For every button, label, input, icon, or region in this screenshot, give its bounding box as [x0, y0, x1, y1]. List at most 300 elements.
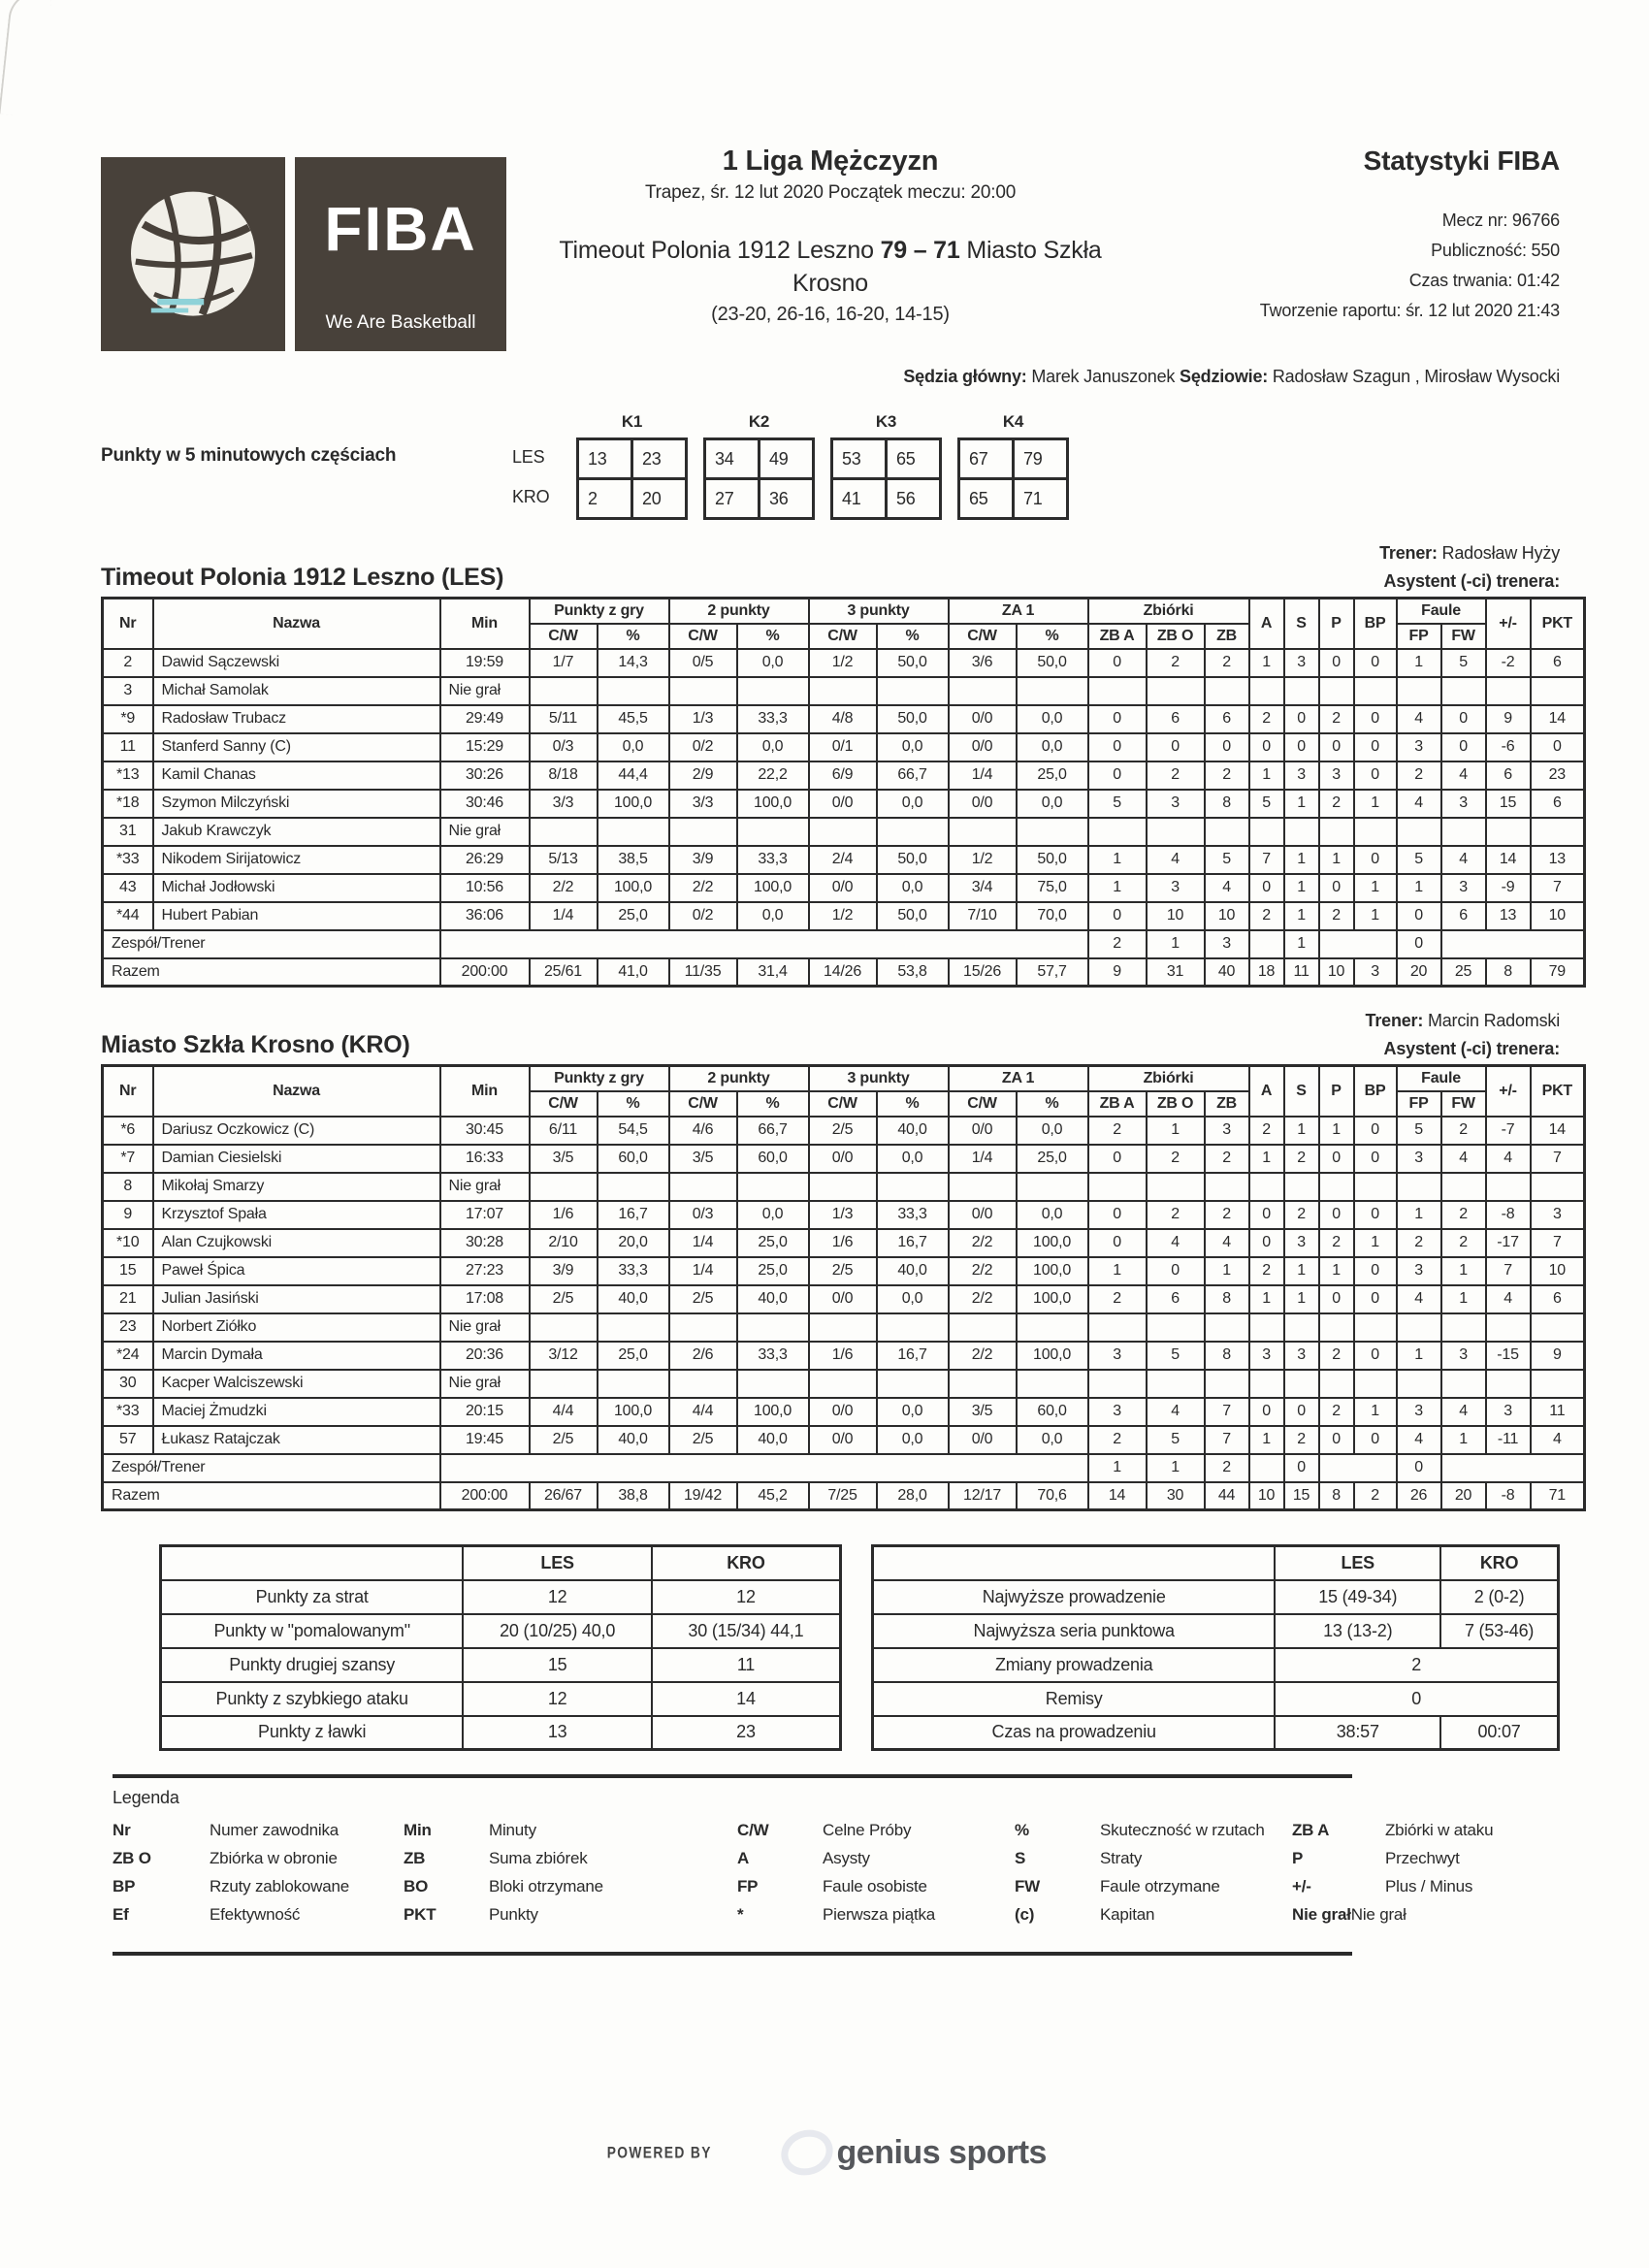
stat-cell: 8: [1205, 1285, 1249, 1313]
stat-cell: 0: [1441, 733, 1486, 761]
stat-cell: 4: [1397, 1426, 1441, 1454]
stat-cell: 45,5: [598, 705, 669, 733]
stat-cell: 25,0: [737, 1229, 809, 1257]
col-3pt-pct: %: [877, 624, 949, 649]
stat-cell: [1486, 677, 1531, 705]
total-stat-cell: 30: [1147, 1482, 1205, 1510]
quarter-score-cell: 20: [632, 479, 687, 519]
stat-cell: 5: [1441, 649, 1486, 677]
stat-cell: 0: [1284, 705, 1319, 733]
stat-cell: 2: [1319, 1229, 1354, 1257]
legend-definition: Plus / Minus: [1385, 1877, 1473, 1895]
col-pm: +/-: [1486, 599, 1531, 649]
legend-definition: Celne Próby: [823, 1821, 912, 1839]
col-pts: PKT: [1531, 599, 1585, 649]
stat-cell: [1441, 1370, 1486, 1398]
total-stat-cell: 14/26: [809, 958, 877, 987]
stat-cell: [530, 1173, 598, 1201]
col-min: Min: [440, 1066, 530, 1117]
stat-cell: 2: [1249, 1257, 1284, 1285]
stat-cell: 4: [1147, 1398, 1205, 1426]
player-number-cell: *33: [103, 846, 153, 874]
stat-cell: [598, 1313, 669, 1342]
player-row: [103, 1313, 1585, 1342]
player-row: [103, 874, 1585, 902]
stat-cell: 25,0: [598, 1342, 669, 1370]
stat-cell: [737, 1173, 809, 1201]
stat-cell: [1284, 1313, 1319, 1342]
stat-cell: 1/6: [809, 1342, 877, 1370]
stat-cell: 2: [1319, 1342, 1354, 1370]
stat-cell: -2: [1486, 649, 1531, 677]
stat-cell: 0,0: [598, 733, 669, 761]
legend-term: C/W: [737, 1821, 769, 1839]
summary-value-kro: 30 (15/34) 44,1: [652, 1614, 841, 1648]
stat-cell: [949, 677, 1017, 705]
col-ft-pct: %: [1017, 624, 1088, 649]
stat-cell: 2: [1284, 1145, 1319, 1173]
summary-kro-head: KRO: [652, 1546, 841, 1580]
summary-value: 2: [1275, 1648, 1558, 1682]
stat-cell: 7: [1205, 1426, 1249, 1454]
legend-item: [404, 1872, 737, 1900]
fiba-globe-icon: [115, 175, 271, 335]
total-stat-cell: 200:00: [440, 1482, 530, 1510]
stat-cell: 1: [1249, 1145, 1284, 1173]
legend-term: ZB A: [1292, 1821, 1330, 1839]
total-stat-cell: 41,0: [598, 958, 669, 987]
player-row: [103, 761, 1585, 790]
stat-cell: 25,0: [1017, 1145, 1088, 1173]
player-number-cell: *10: [103, 1229, 153, 1257]
stat-cell: 0: [1354, 1426, 1397, 1454]
stat-cell: 9: [1486, 705, 1531, 733]
stat-cell: [949, 818, 1017, 846]
stat-cell: 3: [1088, 1398, 1147, 1426]
minutes-cell: 20:36: [440, 1342, 530, 1370]
stat-cell: 0,0: [737, 1201, 809, 1229]
minutes-cell: 20:15: [440, 1398, 530, 1426]
stat-cell: [809, 677, 877, 705]
legend-definition: Pierwsza piątka: [823, 1905, 936, 1924]
stat-cell: 0: [1354, 761, 1397, 790]
quarter-block: [957, 412, 1069, 520]
legend-item: [1292, 1872, 1493, 1900]
player-row: [103, 790, 1585, 818]
stat-cell: 1/4: [669, 1229, 737, 1257]
stat-cell: 10: [1531, 1257, 1585, 1285]
stat-cell: 4: [1205, 874, 1249, 902]
stat-cell: [1441, 1454, 1585, 1482]
summary-empty-head: [873, 1546, 1276, 1580]
stat-cell: 1: [1249, 1426, 1284, 1454]
match-meta: [1152, 206, 1560, 326]
stat-cell: [1397, 677, 1441, 705]
stat-cell: 0: [1088, 1145, 1147, 1173]
col-fg-pct: %: [598, 1091, 669, 1117]
player-row: [103, 1285, 1585, 1313]
final-score: 79 – 71: [880, 237, 960, 264]
player-row: [103, 1257, 1585, 1285]
stat-cell: 4: [1441, 846, 1486, 874]
stat-cell: 0: [1354, 705, 1397, 733]
les-coach-name: Radosław Hyży: [1437, 543, 1560, 563]
player-number-cell: 57: [103, 1426, 153, 1454]
stat-cell: [737, 818, 809, 846]
total-stat-cell: 8: [1319, 1482, 1354, 1510]
quarter-score-cell: 71: [1014, 479, 1068, 519]
stat-cell: 40,0: [598, 1285, 669, 1313]
col-group-3pt: 3 punkty: [809, 599, 949, 624]
player-name-cell: Łukasz Ratajczak: [153, 1426, 440, 1454]
stat-cell: 10: [1205, 902, 1249, 930]
stat-cell: 14: [1531, 705, 1585, 733]
stat-cell: [949, 1173, 1017, 1201]
player-name-cell: Hubert Pabian: [153, 902, 440, 930]
minutes-cell: 30:46: [440, 790, 530, 818]
legend-item: [113, 1844, 404, 1872]
legend-item: [1015, 1872, 1292, 1900]
stat-cell: 0: [1319, 1426, 1354, 1454]
league-title: 1 Liga Mężczyzn: [722, 146, 939, 177]
stat-cell: 16,7: [598, 1201, 669, 1229]
stat-cell: 1: [1249, 649, 1284, 677]
totals-label: Razem: [103, 958, 440, 987]
stat-cell: [669, 1313, 737, 1342]
stat-cell: 4: [1397, 790, 1441, 818]
stat-cell: 2: [1284, 1201, 1319, 1229]
legend-term: +/-: [1292, 1877, 1311, 1895]
summary-row: [873, 1716, 1559, 1750]
summary-label: Punkty z ławki: [161, 1716, 464, 1750]
col-oreb: ZB A: [1088, 624, 1147, 649]
col-2pt-pct: %: [737, 1091, 809, 1117]
col-group-fg: Punkty z gry: [530, 599, 669, 624]
stat-cell: [530, 677, 598, 705]
stat-cell: 1: [1284, 1257, 1319, 1285]
stat-cell: [1249, 1370, 1284, 1398]
stat-cell: [809, 1313, 877, 1342]
stat-cell: [1088, 1370, 1147, 1398]
summary-value: 0: [1275, 1682, 1558, 1716]
stat-cell: 2: [1088, 1117, 1147, 1145]
totals-row: [103, 1482, 1585, 1510]
legend-term: *: [737, 1905, 744, 1924]
stat-cell: 1: [1284, 902, 1319, 930]
legend-definition: Skuteczność w rzutach: [1100, 1821, 1265, 1839]
stat-cell: [1284, 677, 1319, 705]
stat-cell: 2/5: [530, 1426, 598, 1454]
stat-cell: 0: [1319, 649, 1354, 677]
stat-cell: 7: [1531, 1229, 1585, 1257]
summary-value-kro: 00:07: [1440, 1716, 1558, 1750]
stat-cell: 50,0: [877, 649, 949, 677]
stat-cell: 0: [1088, 649, 1147, 677]
total-stat-cell: 9: [1088, 958, 1147, 987]
total-stat-cell: 18: [1249, 958, 1284, 987]
stat-cell: 4/6: [669, 1117, 737, 1145]
col-fg-cw: C/W: [530, 1091, 598, 1117]
summary-row: [161, 1580, 841, 1614]
stat-cell: 1: [1354, 902, 1397, 930]
stat-cell: 0: [1531, 733, 1585, 761]
stat-cell: 2/2: [530, 874, 598, 902]
summary-les-head: LES: [463, 1546, 652, 1580]
kro-coach-name: Marcin Radomski: [1423, 1011, 1560, 1030]
stat-cell: 4: [1147, 1229, 1205, 1257]
legend-definition: Efektywność: [210, 1905, 301, 1924]
stat-cell: 1/4: [949, 1145, 1017, 1173]
stat-cell: 2/2: [949, 1229, 1017, 1257]
stat-cell: [1249, 1313, 1284, 1342]
legend-definition: Faule otrzymane: [1100, 1877, 1220, 1895]
legend-item: [404, 1900, 737, 1928]
stat-cell: 22,2: [737, 761, 809, 790]
legend-item: [404, 1816, 737, 1844]
stat-cell: 6: [1531, 790, 1585, 818]
col-3pt-cw: C/W: [809, 624, 877, 649]
stat-cell: 3: [1441, 1342, 1486, 1370]
stat-cell: 33,3: [737, 705, 809, 733]
stat-cell: 2: [1147, 649, 1205, 677]
stat-cell: 100,0: [737, 1398, 809, 1426]
stat-cell: 3: [1441, 874, 1486, 902]
legend-column: [737, 1816, 1015, 1928]
player-number-cell: 23: [103, 1313, 153, 1342]
legend-column: [1015, 1816, 1292, 1928]
main-referee: Marek Januszonek: [1026, 367, 1180, 386]
stat-cell: 5: [1147, 1426, 1205, 1454]
total-stat-cell: 7/25: [809, 1482, 877, 1510]
stat-cell: [1354, 1173, 1397, 1201]
stat-cell: 100,0: [737, 790, 809, 818]
quarter-score-cell: 53: [832, 439, 887, 479]
stat-cell: 0,0: [877, 1398, 949, 1426]
stat-cell: [1441, 930, 1585, 958]
stat-cell: 1/2: [809, 649, 877, 677]
summary-section: [159, 1544, 1560, 1751]
legend-term: %: [1015, 1821, 1029, 1839]
stat-cell: 0: [1088, 733, 1147, 761]
col-fp: FP: [1397, 1091, 1441, 1117]
stat-cell: 0: [1319, 1285, 1354, 1313]
stat-cell: 5: [1249, 790, 1284, 818]
quarter-score-row: [959, 479, 1068, 519]
stat-cell: [669, 1370, 737, 1398]
stat-cell: 3/5: [530, 1145, 598, 1173]
stat-cell: [737, 677, 809, 705]
fiba-logo: [101, 157, 508, 351]
stat-cell: 0: [1354, 1117, 1397, 1145]
stat-cell: 0/0: [949, 705, 1017, 733]
total-stat-cell: 45,2: [737, 1482, 809, 1510]
stat-cell: 4: [1147, 846, 1205, 874]
minutes-cell: Nie grał: [440, 1173, 530, 1201]
stat-cell: 6/9: [809, 761, 877, 790]
quarter-score-table: [703, 437, 815, 520]
stat-cell: 2/2: [949, 1285, 1017, 1313]
stat-cell: 1: [1284, 1117, 1319, 1145]
stats-title: Statystyki FIBA: [1363, 146, 1560, 176]
stat-cell: 0/0: [949, 1201, 1017, 1229]
minutes-cell: Nie grał: [440, 818, 530, 846]
legend-definition: Nie grał: [1350, 1905, 1406, 1924]
summary-row: [161, 1716, 841, 1750]
legend-item: [1292, 1900, 1493, 1928]
player-row: [103, 1426, 1585, 1454]
stat-cell: 70,0: [1017, 902, 1088, 930]
total-stat-cell: 19/42: [669, 1482, 737, 1510]
legend-term: BO: [404, 1877, 429, 1895]
legend-definition: Kapitan: [1100, 1905, 1155, 1924]
stat-cell: [1088, 677, 1147, 705]
player-row: [103, 677, 1585, 705]
stat-cell: 60,0: [598, 1145, 669, 1173]
quarter-score-cell: 65: [887, 439, 941, 479]
stat-cell: 33,3: [737, 846, 809, 874]
legend-column: [404, 1816, 737, 1928]
minutes-cell: 30:26: [440, 761, 530, 790]
stat-cell: [1354, 677, 1397, 705]
stat-cell: 2/9: [669, 761, 737, 790]
stat-cell: 1: [1147, 1454, 1205, 1482]
stat-cell: 44,4: [598, 761, 669, 790]
minutes-cell: 27:23: [440, 1257, 530, 1285]
player-row: [103, 846, 1585, 874]
stat-cell: [1397, 1370, 1441, 1398]
stat-cell: 2: [1249, 902, 1284, 930]
stat-cell: 1: [1354, 1229, 1397, 1257]
les-assistant-label: Asystent (-ci) trenera:: [1383, 571, 1560, 591]
summary-label: Najwyższa seria punktowa: [873, 1614, 1276, 1648]
quarter-score-table: [830, 437, 942, 520]
away-team-name: Miasto Szkła Krosno: [792, 237, 1102, 297]
stat-cell: 1: [1397, 1342, 1441, 1370]
legend-term: (c): [1015, 1905, 1035, 1924]
stat-cell: 2: [1441, 1229, 1486, 1257]
player-name-cell: Dariusz Oczkowicz (C): [153, 1117, 440, 1145]
legend-term: Ef: [113, 1905, 129, 1924]
stat-cell: 100,0: [1017, 1342, 1088, 1370]
player-row: [103, 733, 1585, 761]
stat-cell: 3: [1531, 1201, 1585, 1229]
stat-cell: [1486, 1370, 1531, 1398]
legend-item: [1292, 1844, 1493, 1872]
stat-cell: 2: [1088, 930, 1147, 958]
player-name-cell: Damian Ciesielski: [153, 1145, 440, 1173]
stat-cell: 7/10: [949, 902, 1017, 930]
total-stat-cell: 57,7: [1017, 958, 1088, 987]
stat-cell: 0,0: [1017, 790, 1088, 818]
stat-cell: 40,0: [877, 1117, 949, 1145]
stat-cell: 66,7: [737, 1117, 809, 1145]
stat-cell: [1249, 677, 1284, 705]
stat-cell: 1: [1088, 1257, 1147, 1285]
stat-cell: 11: [1531, 1398, 1585, 1426]
match-score-line: [539, 235, 1121, 301]
legend-term: FP: [737, 1877, 759, 1895]
stat-cell: 6: [1441, 902, 1486, 930]
stat-cell: 3: [1441, 790, 1486, 818]
fiba-globe-block: [101, 157, 285, 351]
col-blk: BP: [1354, 599, 1397, 649]
powered-by-label: POWERED BY: [606, 2143, 712, 2162]
summary-label: Czas na prowadzeniu: [873, 1716, 1276, 1750]
header-center: [508, 146, 1152, 326]
stat-cell: 3: [1205, 1117, 1249, 1145]
stat-cell: 0,0: [1017, 1117, 1088, 1145]
stat-cell: 0: [1354, 1257, 1397, 1285]
summary-row: [161, 1648, 841, 1682]
stat-cell: [1088, 1313, 1147, 1342]
col-nr: Nr: [103, 1066, 153, 1117]
stat-cell: 0: [1284, 1454, 1319, 1482]
quarter-score-row: [578, 479, 687, 519]
player-name-cell: Michał Jodłowski: [153, 874, 440, 902]
stat-cell: 3: [1284, 1342, 1319, 1370]
stat-cell: 40,0: [737, 1285, 809, 1313]
legend-title: Legenda: [113, 1788, 179, 1807]
col-stl: P: [1319, 599, 1354, 649]
legend-term: Nie grał: [1292, 1905, 1351, 1924]
stat-cell: 0: [1319, 733, 1354, 761]
player-row: [103, 1117, 1585, 1145]
legend-term: A: [737, 1849, 750, 1867]
stat-cell: 60,0: [1017, 1398, 1088, 1426]
stat-cell: 3/5: [949, 1398, 1017, 1426]
les-team-title: Timeout Polonia 1912 Leszno (LES): [101, 564, 504, 591]
legend-definition: Numer zawodnika: [210, 1821, 340, 1839]
stat-cell: 0/1: [809, 733, 877, 761]
quarter-score-row: [832, 439, 941, 479]
stat-cell: 25,0: [598, 902, 669, 930]
stat-cell: 4/4: [530, 1398, 598, 1426]
stat-cell: 1/4: [949, 761, 1017, 790]
col-2pt-pct: %: [737, 624, 809, 649]
stat-cell: [1205, 677, 1249, 705]
stat-cell: 33,3: [877, 1201, 949, 1229]
stat-cell: 0/0: [809, 1145, 877, 1173]
total-stat-cell: 25/61: [530, 958, 598, 987]
stat-cell: 0: [1205, 733, 1249, 761]
legend-item: [1015, 1900, 1292, 1928]
stat-cell: [809, 1173, 877, 1201]
stat-cell: 3: [1284, 761, 1319, 790]
quarter-score-row: [832, 479, 941, 519]
total-stat-cell: 8: [1486, 958, 1531, 987]
legend-term: S: [1015, 1849, 1026, 1867]
stat-cell: 0/0: [809, 790, 877, 818]
player-name-cell: Paweł Śpica: [153, 1257, 440, 1285]
stat-cell: [1205, 1370, 1249, 1398]
quarter-score-row: [578, 439, 687, 479]
stat-cell: 25,0: [1017, 761, 1088, 790]
stat-cell: 25,0: [737, 1257, 809, 1285]
col-group-3pt: 3 punkty: [809, 1066, 949, 1091]
stat-cell: 8/18: [530, 761, 598, 790]
quarter-score-cell: 67: [959, 439, 1014, 479]
col-pm: +/-: [1486, 1066, 1531, 1117]
stat-cell: 0: [1354, 1342, 1397, 1370]
col-fp: FP: [1397, 624, 1441, 649]
stat-cell: [1397, 818, 1441, 846]
summary-row: [873, 1614, 1559, 1648]
stat-cell: [1205, 1313, 1249, 1342]
stat-cell: 1: [1284, 874, 1319, 902]
stat-cell: 2: [1088, 1426, 1147, 1454]
stat-cell: [1441, 677, 1486, 705]
stat-cell: 2: [1205, 761, 1249, 790]
